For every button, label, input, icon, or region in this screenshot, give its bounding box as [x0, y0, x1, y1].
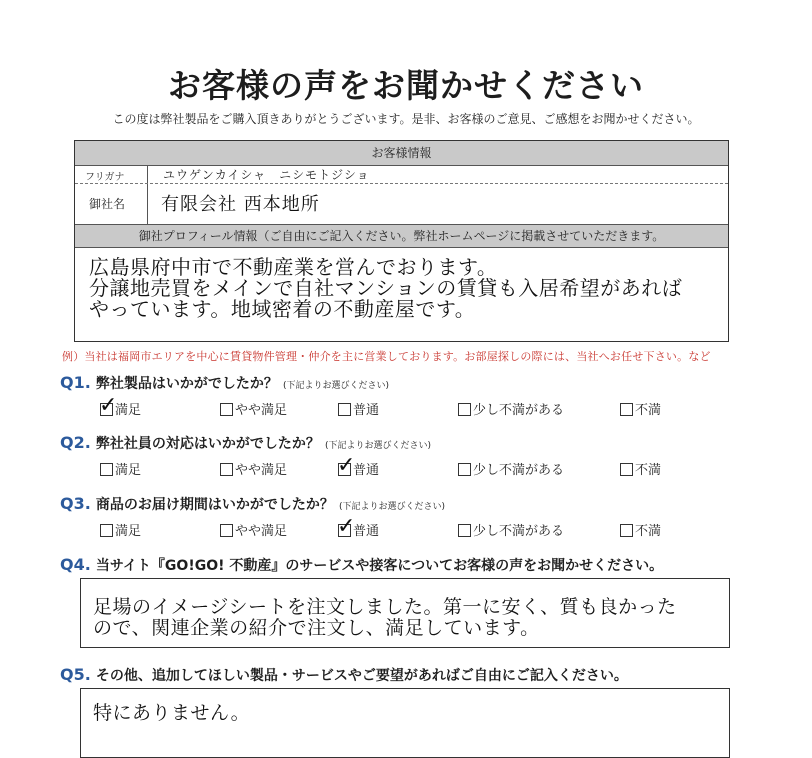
checkbox[interactable]: [458, 463, 471, 476]
customer-info-box: [74, 140, 729, 342]
option-label: 少し不満がある: [473, 524, 565, 539]
option-label: 不満: [635, 463, 662, 478]
option-label: 普通: [353, 403, 380, 418]
check-mark-icon: ✓: [337, 514, 356, 539]
checkbox[interactable]: [99, 393, 118, 418]
profile-line: 分譲地売買をメインで自社マンションの賃貸も入居希望があれば: [89, 276, 683, 300]
option-label: 不満: [635, 524, 662, 539]
question-number: Q2.: [60, 433, 91, 452]
option-fuman[interactable]: [620, 520, 661, 540]
checkbox[interactable]: [220, 524, 233, 537]
checkbox[interactable]: [620, 463, 633, 476]
option-futsu[interactable]: [337, 453, 380, 479]
checkbox[interactable]: [337, 514, 356, 539]
furigana-divider: [75, 183, 728, 184]
question-5: [60, 665, 628, 685]
check-mark-icon: ✓: [99, 393, 118, 418]
option-sukoshi-fuman[interactable]: [458, 459, 564, 479]
profile-header: 御社プロフィール情報（ご自由にご記入ください。弊社ホームページに掲載させていただきます。: [75, 224, 728, 248]
profile-line: やっています。地域密着の不動産屋です。: [89, 297, 476, 321]
option-manzoku[interactable]: [99, 393, 142, 419]
question-number: Q4.: [60, 555, 91, 574]
question-number: Q3.: [60, 494, 91, 513]
option-yaya-manzoku[interactable]: [220, 399, 287, 419]
profile-line: 広島県府中市で不動産業を営んでおります。: [89, 255, 498, 279]
option-label: 普通: [353, 524, 380, 539]
question-hint: (下記よりお選びください): [283, 381, 390, 391]
q3-options: [100, 514, 740, 540]
checkbox[interactable]: [620, 403, 633, 416]
checkbox[interactable]: [338, 403, 351, 416]
option-fuman[interactable]: [620, 399, 661, 419]
checkbox[interactable]: [458, 403, 471, 416]
question-number: Q5.: [60, 665, 91, 684]
q5-answer-box[interactable]: [80, 688, 730, 758]
checkbox[interactable]: [337, 453, 356, 478]
checkbox[interactable]: [220, 463, 233, 476]
option-futsu[interactable]: [338, 399, 379, 419]
question-1: [60, 373, 389, 393]
checkbox[interactable]: [100, 463, 113, 476]
question-4: [60, 555, 663, 575]
profile-text-area[interactable]: [89, 257, 719, 320]
q4-answer-box[interactable]: [80, 578, 730, 648]
option-label: 普通: [353, 463, 380, 478]
company-name-value[interactable]: 有限会社 西本地所: [161, 194, 320, 215]
option-label: やや満足: [235, 403, 288, 418]
check-mark-icon: ✓: [337, 453, 356, 478]
option-fuman[interactable]: [620, 459, 661, 479]
option-manzoku[interactable]: [100, 459, 141, 479]
option-label: 満足: [115, 524, 142, 539]
form-title: お客様の声をお聞かせください: [168, 66, 644, 105]
checkbox[interactable]: [620, 524, 633, 537]
question-number: Q1.: [60, 373, 91, 392]
customer-info-header: お客様情報: [75, 141, 728, 166]
option-label: やや満足: [235, 524, 288, 539]
question-3: [60, 494, 445, 514]
answer-line: ので、関連企業の紹介で注文し、満足しています。: [93, 617, 540, 639]
option-sukoshi-fuman[interactable]: [458, 399, 564, 419]
checkbox[interactable]: [458, 524, 471, 537]
option-label: 不満: [635, 403, 662, 418]
option-label: やや満足: [235, 463, 288, 478]
option-futsu[interactable]: [337, 514, 380, 540]
option-sukoshi-fuman[interactable]: [458, 520, 564, 540]
q5-answer-text: 特にありません。: [93, 702, 251, 724]
question-text: 弊社製品はいかがでしたか？: [95, 376, 278, 392]
option-label: 少し不満がある: [473, 463, 565, 478]
answer-line: 足場のイメージシートを注文しました。第一に安く、質も良かった: [93, 596, 677, 618]
question-2: [60, 433, 431, 453]
q1-options: [99, 393, 740, 419]
company-label: 御社名: [89, 197, 126, 211]
furigana-value[interactable]: ユウゲンカイシャ ニシモトジショ: [163, 168, 370, 182]
q2-options: [100, 453, 740, 479]
option-label: 満足: [115, 463, 142, 478]
option-label: 少し不満がある: [473, 403, 565, 418]
question-text: その他、追加してほしい製品・サービスやご要望があればご自由にご記入ください。: [95, 668, 628, 684]
option-manzoku[interactable]: [100, 520, 141, 540]
question-text: 弊社社員の対応はいかがでしたか？: [95, 436, 320, 452]
question-text: 当サイト『GO!GO! 不動産』のサービスや接客についてお客様の声をお聞かせください。: [95, 558, 664, 574]
checkbox[interactable]: [100, 524, 113, 537]
checkbox[interactable]: [220, 403, 233, 416]
option-label: 満足: [115, 403, 142, 418]
option-yaya-manzoku[interactable]: [220, 520, 287, 540]
question-hint: (下記よりお選びください): [339, 502, 446, 512]
question-hint: (下記よりお選びください): [325, 441, 432, 451]
question-text: 商品のお届け期間はいかがでしたか？: [95, 497, 334, 513]
q4-answer-text: [93, 597, 677, 639]
option-yaya-manzoku[interactable]: [220, 459, 287, 479]
example-note: 例）当社は福岡市エリアを中心に賃貸物件管理・仲介を主に営業しております。お部屋探しの際には、当社へお任せ下さい。など: [62, 350, 711, 363]
form-subtitle: この度は弊社製品をご購入頂きありがとうございます。是非、お客様のご意見、ご感想をお聞かせください。: [112, 112, 700, 126]
furigana-label: フリガナ: [85, 172, 125, 183]
